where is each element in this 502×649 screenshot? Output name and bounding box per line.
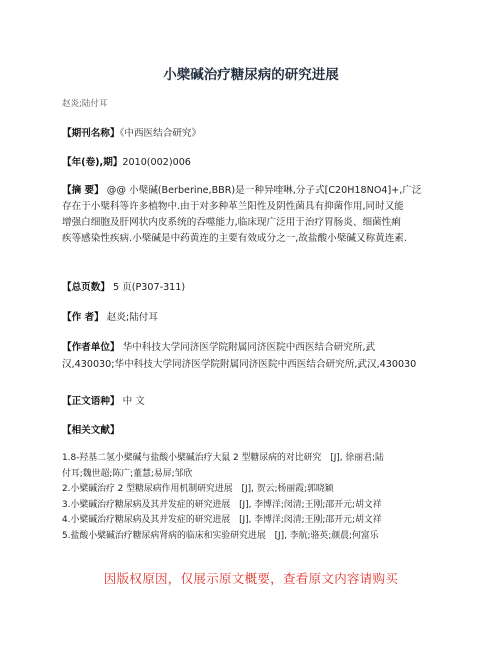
abstract-label: 【摘 要】: [62, 185, 104, 196]
issue-value: 2010(002)006: [122, 157, 191, 168]
author-label: 【作 者】: [62, 312, 104, 323]
abstract-line: 增强白细胞及肝网状内皮系统的吞噬能力,临床现广泛用于治疗胃肠炎、细菌性痢: [62, 217, 401, 228]
reference-item[interactable]: 付耳;魏世超;陈广;董慧;易屏;邹欣: [62, 468, 193, 479]
language-label: 【正文语种】: [62, 396, 120, 407]
abstract-field: [62, 183, 442, 247]
pages-value: 5 页(P307-311): [113, 282, 186, 293]
journal-label: 【期刊名称】: [62, 128, 120, 139]
reference-item[interactable]: 1.8-羟基二氢小檗碱与盐酸小檗碱治疗大鼠 2 型糖尿病的对比研究 [J], 徐丽君;陆: [62, 453, 384, 463]
author-value: 赵炎;陆付耳: [106, 312, 158, 323]
language-field: [62, 394, 442, 409]
affiliation-line: 汉,430030;华中科技大学同济医学院附属同济医院中西医结合研究所,武汉,430030: [62, 359, 417, 370]
journal-field: [62, 126, 442, 141]
paper-title: 小檗碱治疗糖尿病的研究进展: [163, 67, 339, 83]
abstract-line: 疾等感染性疾病.小檗碱是中药黄连的主要有效成分之一,故盐酸小檗碱又称黄连素.: [62, 233, 407, 244]
language-value: 中 文: [122, 396, 145, 407]
reference-item[interactable]: 5.盐酸小檗碱治疗糖尿病肾病的临床和实验研究进展 [J], 李航;骆英;颜晨;何富乐: [62, 530, 379, 541]
abstract-line: 【摘 要】 @@ 小檗碱(Berberine,BBR)是一种异喹啉,分子式[C20H18NO4]+,广泛: [62, 185, 422, 196]
reference-item[interactable]: 4.小檗碱治疗糖尿病及其并发症的研究进展 [J], 李博洋;闵清;王刚;邵开元;胡文祥: [62, 515, 382, 525]
pages-field: [62, 280, 442, 295]
reference-item[interactable]: 2.小檗碱治疗 2 型糖尿病作用机制研究进展 [J], 贺云;杨丽霞;郭晓颖: [62, 484, 334, 494]
abstract-line: 存在于小檗科等许多植物中.由于对多种革兰阳性及阴性菌具有抑菌作用,同时又能: [62, 201, 404, 212]
purchase-notice[interactable]: 因版权原因，仅展示原文概要，查看原文内容请购买: [103, 571, 399, 586]
author-line: 赵炎;陆付耳: [62, 99, 108, 109]
issue-field: [62, 155, 442, 170]
reference-item[interactable]: 3.小檗碱治疗糖尿病及其并发症的研究进展 [J], 李博洋;闵清;王刚;邵开元;胡文祥: [62, 499, 382, 510]
related-label: 【相关文献】: [62, 425, 120, 436]
affiliation-line: 【作者单位】 华中科技大学同济医学院附属同济医院中西医结合研究所,武: [62, 342, 376, 353]
affiliation-field: [62, 339, 442, 373]
pages-label: 【总页数】: [62, 282, 110, 293]
related-heading: [62, 423, 442, 438]
reference-list: [62, 451, 452, 544]
issue-label: 【年(卷),期】: [62, 157, 123, 168]
author-field: [62, 310, 442, 325]
affiliation-label: 【作者单位】: [62, 342, 120, 353]
journal-value: 《中西医结合研究》: [119, 128, 202, 139]
